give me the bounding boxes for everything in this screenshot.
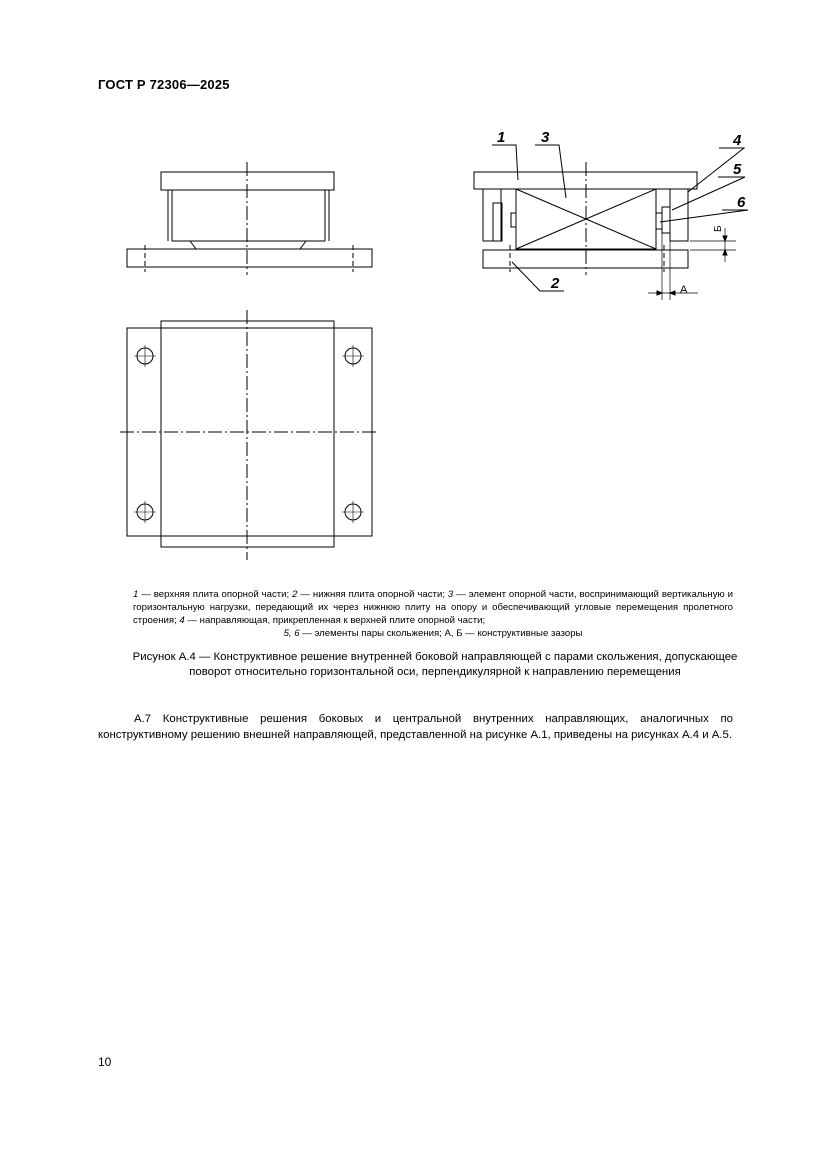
callout-2: 2 [551,275,560,292]
legend-text: — верхняя плита опорной части; [138,589,293,600]
legend-number: 1 [133,589,139,600]
front-bottom-plate [127,249,372,267]
leader-5 [672,177,745,210]
callout-1: 1 [497,129,506,146]
bolt-hole-top-right [342,345,364,367]
callout-6: 6 [737,194,746,211]
legend-number: 3 [447,589,454,600]
callout-5: 5 [733,161,742,178]
legend-number: 5, 6 [283,628,300,639]
document-header: ГОСТ Р 72306—2025 [98,77,230,92]
section-right-guide [670,189,688,241]
leader-6 [660,210,748,222]
legend-text: — направляющая, прикрепленная к верхней плите опорной части; [184,615,486,626]
bolt-hole-top-left [134,345,156,367]
callout-4: 4 [733,132,742,149]
slide-pair-left [511,213,516,227]
dimension-label-b: Б [713,225,724,232]
bolt-hole-bottom-left [134,501,156,523]
front-slide-element [190,241,306,249]
legend-number: 4 [179,615,185,626]
legend-text: — элемент опорной части, воспринимающий вертикальную и горизонтальную нагрузки, передающий их через нижнюю плиту на опору и обеспечивающий угловые перемещения пролетного строения; [133,589,733,626]
plan-view [120,310,378,560]
figure-caption: Рисунок А.4 — Конструктивное решение внутренней боковой направляющей с парами скольжения, допускающее поворот относительно горизонтальной оси, перпендикулярной к направлению перемещения [132,651,738,678]
slide-pair-right-5 [656,213,662,229]
bolt-hole-bottom-right [342,501,364,523]
paragraph-a7: А.7 Конструктивные решения боковых и центральной внутренних направляющих, аналогичных по конструктивному решению внешней направляющей, представленной на рисунке А.1, приведены на рисунках А.4 и А.5. [98,713,733,741]
legend-text: — элементы пары скольжения; А, Б — конструктивные зазоры [299,628,583,639]
leader-1 [492,145,518,180]
callout-3: 3 [541,129,550,146]
front-bearing-body [172,190,325,241]
section-view [474,145,748,300]
legend-text: — нижняя плита опорной части; [297,589,448,600]
dimension-label-a: А [680,284,688,296]
page-number: 10 [98,1055,112,1069]
front-view [127,162,372,275]
figure-legend [133,588,733,640]
legend-number: 2 [292,589,298,600]
section-left-guide [483,189,501,241]
slide-pair-right-6 [662,207,670,233]
